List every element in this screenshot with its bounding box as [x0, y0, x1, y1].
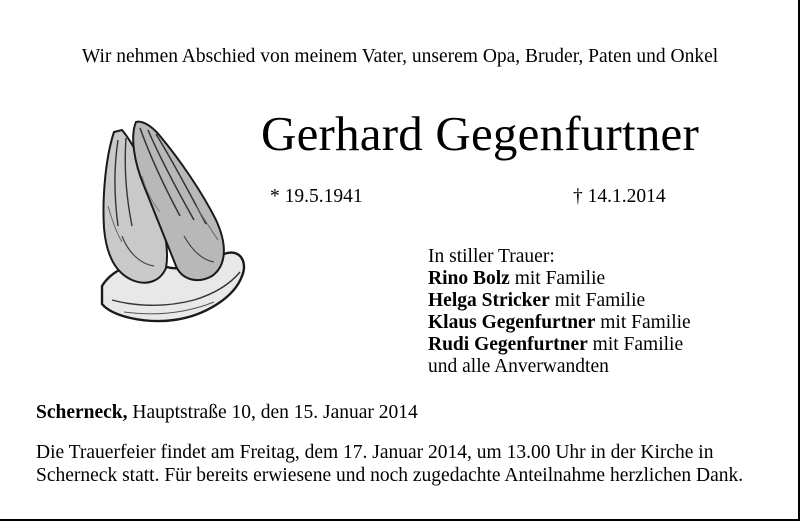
- mourner-entry: [428, 268, 691, 290]
- mourner-entry: [428, 312, 691, 334]
- mourner-suffix: mit Familie: [509, 268, 606, 289]
- place-and-date: [36, 402, 418, 424]
- mourners-closing: und alle Anverwandten: [428, 356, 609, 377]
- praying-hands-icon: [84, 116, 252, 330]
- service-announcement: [36, 441, 776, 487]
- mourner-suffix: mit Familie: [549, 290, 646, 311]
- deceased-name: Gerhard Gegenfurtner: [261, 106, 699, 161]
- mourners-heading: In stiller Trauer:: [428, 246, 555, 267]
- mourner-entry: [428, 290, 691, 312]
- address-date: Hauptstraße 10, den 15. Januar 2014: [127, 402, 418, 423]
- mourner-suffix: mit Familie: [587, 334, 684, 355]
- service-line: Scherneck statt. Für bereits erwiesene und noch zugedachte Anteilnahme herzlichen Dank.: [36, 465, 744, 486]
- mourner-name: Helga Stricker: [428, 290, 550, 311]
- mourner-name: Rudi Gegenfurtner: [428, 334, 588, 355]
- death-date: † 14.1.2014: [573, 186, 666, 207]
- service-line: Die Trauerfeier findet am Freitag, dem 17. Januar 2014, um 13.00 Uhr in der Kirche in: [36, 442, 714, 463]
- town-name: Scherneck,: [36, 402, 128, 423]
- mourner-name: Klaus Gegenfurtner: [428, 312, 596, 333]
- mourner-suffix: mit Familie: [595, 312, 691, 333]
- mourner-entry: [428, 334, 691, 356]
- mourners-list: [428, 246, 691, 378]
- mourner-name: Rino Bolz: [428, 268, 510, 289]
- intro-text: Wir nehmen Abschied von meinem Vater, unserem Opa, Bruder, Paten und Onkel: [81, 46, 719, 67]
- birth-date: * 19.5.1941: [270, 186, 363, 207]
